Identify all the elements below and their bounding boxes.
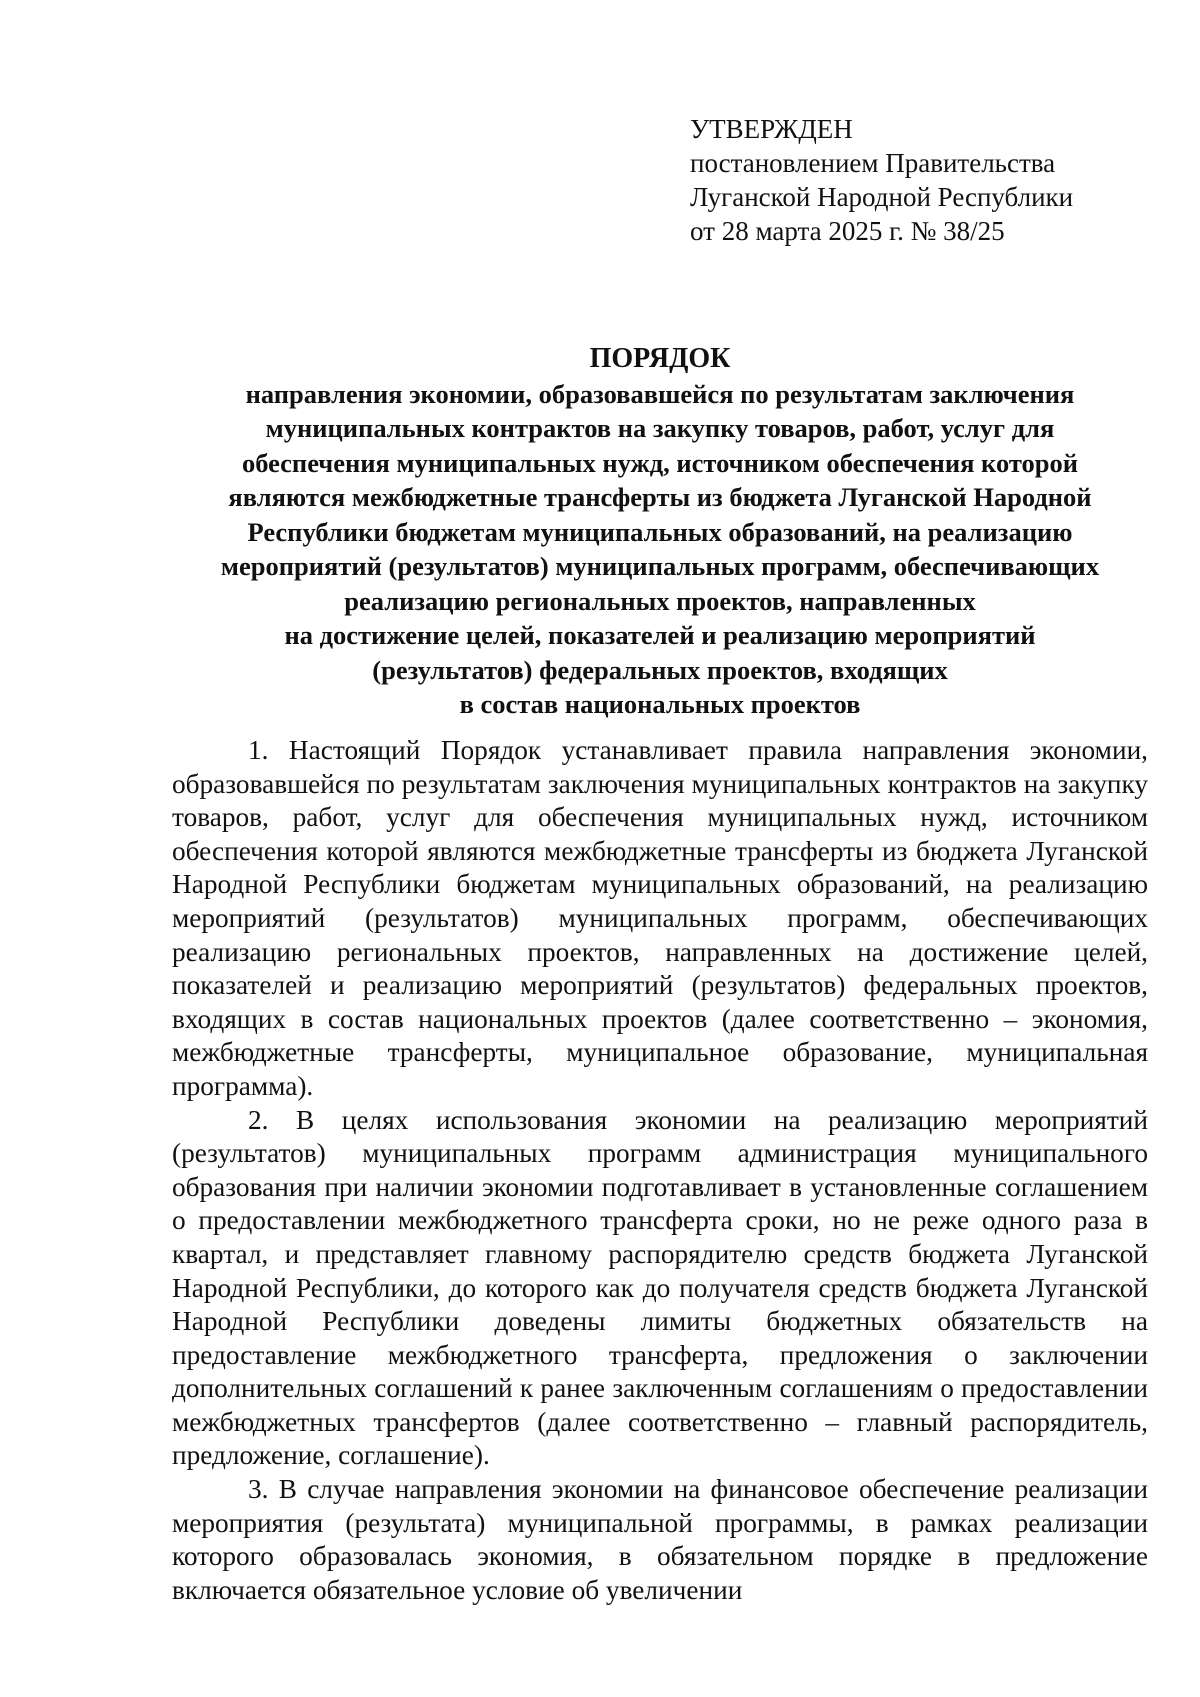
paragraph-1: 1. Настоящий Порядок устанавливает правила направления экономии, образовавшейся по результатам заключения муниципальных контрактов на закупку товаров, работ, услуг для обеспечения муниципальных нужд, источником обеспечения которой являются межбюджетные трансферты из бюджета Луганской Народной Республики бюджетам муниципальных образований, на реализацию мероприятий (результатов) муниципальных программ, обеспечивающих реализацию региональных проектов, направленных на достижение целей, показателей и реализацию мероприятий (результатов) федеральных проектов, входящих в состав национальных проектов (далее соответственно – экономия, межбюджетные трансферты, муниципальное образование, муниципальная программа). — [172, 735, 1148, 1101]
title-line: обеспечения муниципальных нужд, источником обеспечения которой — [241, 447, 1079, 478]
approval-resolution-line: постановлением Правительства — [690, 148, 1056, 178]
title-line: являются межбюджетные трансферты из бюджета Луганской Народной — [228, 482, 1092, 512]
approval-government-line: Луганской Народной Республики — [690, 182, 1074, 212]
document-body — [172, 734, 1148, 1607]
title-line: в состав национальных проектов — [459, 689, 861, 719]
title-line: реализацию региональных проектов, направленных — [344, 585, 976, 616]
document-title — [170, 342, 1150, 722]
title-line: мероприятий (результатов) муниципальных программ, обеспечивающих — [220, 551, 1100, 581]
approval-stamp-block — [690, 112, 1073, 248]
title-line: муниципальных контрактов на закупку товаров, работ, услуг для — [265, 413, 1055, 443]
paragraph-2: 2. В целях использования экономии на реализацию мероприятий (результатов) муниципальных программ администрация муниципального образования при наличии экономии подготавливает в установленные соглашением о предоставлении межбюджетного трансферта сроки, но не реже одного раза в квартал, и представляет главному распорядителю средств бюджета Луганской Народной Республики, до которого как до получателя средств бюджета Луганской Народной Республики доведены лимиты бюджетных обязательств на предоставление межбюджетного трансферта, предложения о заключении дополнительных соглашений к ранее заключенным соглашениям о предоставлении межбюджетных трансфертов (далее соответственно – главный распорядитель, предложение, соглашение). — [172, 1104, 1148, 1471]
title-line: Республики бюджетам муниципальных образований, на реализацию — [247, 516, 1073, 547]
title-line: направления экономии, образовавшейся по результатам заключения — [245, 378, 1075, 409]
document-heading: ПОРЯДОК — [589, 343, 731, 374]
approval-date-number: от 28 марта 2025 г. № 38/25 — [690, 216, 1005, 246]
paragraph-3: 3. В случае направления экономии на финансовое обеспечение реализации мероприятия (результата) муниципальной программы, в рамках реализации которого образовалась экономия, в обязательном порядке в предложение включается обязательное условие об увеличении — [172, 1474, 1148, 1605]
approval-title: УТВЕРЖДЕН — [690, 114, 853, 144]
title-line: (результатов) федеральных проектов, входящих — [372, 654, 948, 685]
title-line: на достижение целей, показателей и реализацию мероприятий — [284, 620, 1036, 650]
